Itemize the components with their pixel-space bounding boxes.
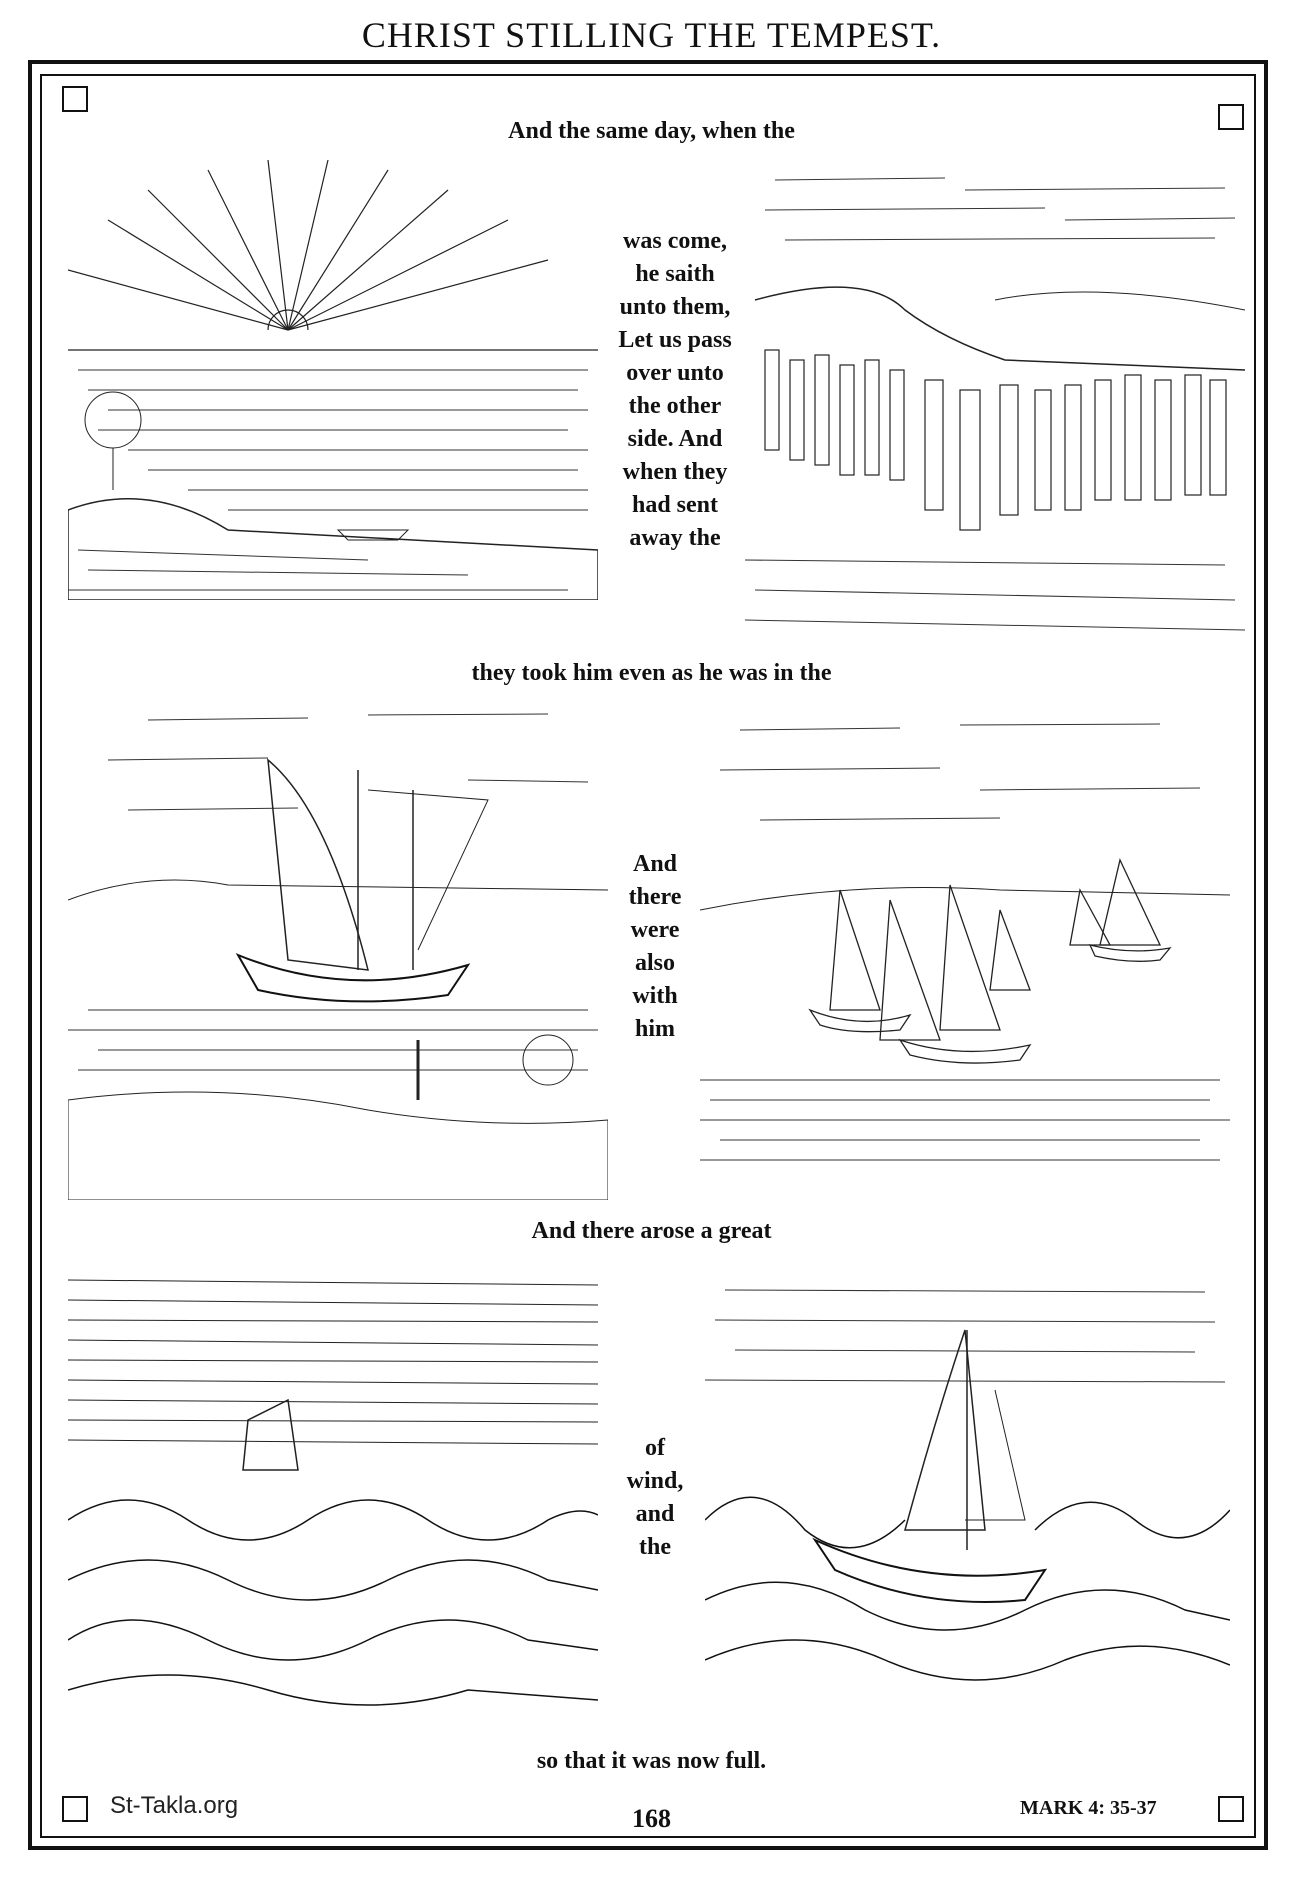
- single-boat-illustration: [68, 700, 608, 1200]
- caption-col1-line: Let us pass: [618, 327, 732, 353]
- caption-line-1: And the same day, when the: [508, 118, 795, 144]
- sunrise-sea-illustration: [68, 150, 598, 600]
- caption-col3-line: of: [645, 1435, 665, 1461]
- caption-line-3: And there arose a great: [531, 1218, 772, 1244]
- caption-col1-line: unto them,: [619, 294, 731, 320]
- caption-line-4: so that it was now full.: [536, 1748, 767, 1774]
- scripture-reference: MARK 4: 35-37: [1020, 1797, 1157, 1819]
- caption-col2-line: also: [634, 950, 675, 976]
- page-number: 168: [632, 1804, 671, 1833]
- caption-col1-line: over unto: [626, 360, 724, 386]
- caption-col2-line: with: [632, 983, 678, 1009]
- caption-column-2: [600, 848, 710, 1046]
- caption-col3-line: wind,: [626, 1468, 684, 1494]
- caption-col3-line: and: [635, 1501, 675, 1527]
- caption-col1-line: away the: [629, 525, 721, 551]
- storm-boat-waves-illustration: [705, 1270, 1230, 1720]
- caption-col1-line: side. And: [627, 426, 723, 452]
- caption-col2-line: there: [628, 884, 682, 910]
- storm-distant-boat-illustration: [68, 1260, 598, 1710]
- caption-col1-line: when they: [622, 459, 728, 485]
- caption-col1-line: had sent: [631, 492, 719, 518]
- caption-col3-line: the: [639, 1534, 671, 1560]
- caption-col2-line: And: [632, 851, 678, 877]
- caption-col1-line: the other: [628, 393, 722, 419]
- caption-column-3: [600, 1432, 710, 1564]
- caption-col2-line: were: [630, 917, 680, 943]
- page-title: CHRIST STILLING THE TEMPEST.: [361, 15, 942, 55]
- caption-col1-line: was come,: [623, 228, 727, 254]
- caption-line-2: they took him even as he was in the: [471, 660, 832, 686]
- corner-ornament-tl: [62, 86, 88, 112]
- many-boats-illustration: [700, 710, 1230, 1180]
- watermark: St-Takla.org: [110, 1792, 239, 1819]
- multitude-shore-illustration: [745, 160, 1245, 640]
- caption-column-1: [600, 225, 750, 555]
- caption-col2-line: him: [634, 1016, 675, 1042]
- caption-col1-line: he saith: [635, 261, 715, 287]
